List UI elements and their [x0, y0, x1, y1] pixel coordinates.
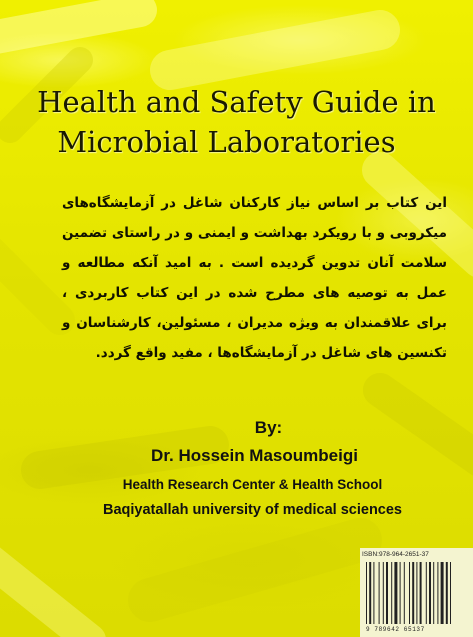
- author-name: Dr. Hossein Masoumbeigi: [151, 446, 358, 465]
- affiliation-line2: Baqiyatallah university of medical sciences: [103, 502, 402, 518]
- book-title-line2: Microbial Laboratories: [57, 125, 396, 159]
- affiliation-line1: Health Research Center & Health School: [122, 477, 383, 492]
- barcode-number: 9 789642 65137: [366, 626, 425, 633]
- book-title-line1: Health and Safety Guide in: [37, 85, 436, 119]
- by-label: By:: [254, 418, 283, 437]
- persian-description: این کتاب بر اساس نیاز کارکنان شاغل در آزمایشگاه‌های میکروبی و با رویکرد بهداشت و ایمنی و در راستای تضمین سلامت آنان تدوین گردیده است . به امید آنکه مطالعه و عمل به توصیه های مطرح شده در این کتاب کاربردی ، برای علاقمندان به ویژه مدیران ، مسئولین، کارشناسان و تکنسین های شاغل در آزمایشگاه‌ها ، مفید واقع گردد.: [62, 195, 447, 361]
- isbn-text: ISBN:978-964-2651-37: [362, 551, 429, 558]
- barcode-icon: [366, 562, 473, 624]
